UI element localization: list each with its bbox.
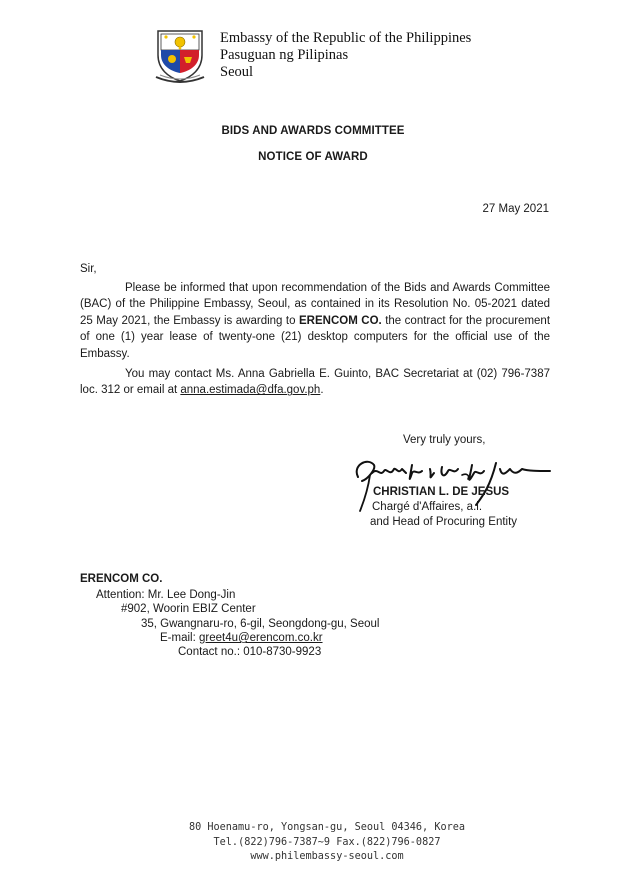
letterhead-embassy-name: Embassy of the Republic of the Philippines xyxy=(220,30,472,46)
letter-date: 27 May 2021 xyxy=(482,203,549,215)
footer-website: www.philembassy-seoul.com xyxy=(250,851,404,862)
signatory-name: CHRISTIAN L. DE JESUS xyxy=(373,486,510,498)
recipient-company: ERENCOM CO. xyxy=(80,573,163,585)
recipient-email-label: E-mail: xyxy=(160,632,199,644)
letterhead-filipino-name: Pasuguan ng Pilipinas xyxy=(220,47,349,63)
recipient-email xyxy=(160,631,323,645)
recipient-email-link[interactable]: greet4u@erencom.co.kr xyxy=(198,632,323,644)
contact-paragraph xyxy=(80,366,550,399)
awarded-company: ERENCOM CO. xyxy=(299,314,382,327)
contact-text-end: . xyxy=(320,384,324,397)
recipient-address-line2: 35, Gwangnaru-ro, 6-gil, Seongdong-gu, Seoul xyxy=(141,618,380,630)
footer-address: 80 Hoenamu-ro, Yongsan-gu, Seoul 04346, Korea xyxy=(188,822,465,833)
contact-email-link[interactable]: anna.estimada@dfa.gov.ph xyxy=(180,384,321,397)
committee-heading: BIDS AND AWARDS COMMITTEE xyxy=(221,125,405,137)
recipient-address-line1: #902, Woorin EBIZ Center xyxy=(121,603,256,615)
footer-phone-fax: Tel.(822)796-7387~9 Fax.(822)796-0827 xyxy=(213,837,441,848)
award-text-end: the contract for the procurement of one (1) year lease of twenty-one (21) desktop computers for the official use of the Embassy. xyxy=(80,314,551,360)
recipient-contact: Contact no.: 010-8730-9923 xyxy=(178,646,322,658)
valediction: Very truly yours, xyxy=(403,434,486,446)
letterhead-city: Seoul xyxy=(220,64,254,80)
award-paragraph xyxy=(80,280,550,362)
signatory-title: Chargé d'Affaires, a.i. xyxy=(372,501,483,513)
contact-text: You may contact Ms. Anna Gabriella E. Guinto, BAC Secretariat at (02) 796-7387 loc. 312 or email at xyxy=(80,368,550,397)
signatory-role: and Head of Procuring Entity xyxy=(370,516,518,528)
document-title: NOTICE OF AWARD xyxy=(258,151,368,163)
award-text-start: Please be informed that upon recommendation of the Bids and Awards Committee (BAC) of the Philippine Embassy, Seoul, as contained in its Resolution No. 05-2021 dated 25 May 2021, the Embassy is awarding to xyxy=(80,282,550,327)
philippine-seal-icon xyxy=(150,25,210,85)
salutation: Sir, xyxy=(80,263,97,275)
recipient-attention: Attention: Mr. Lee Dong-Jin xyxy=(96,589,236,601)
